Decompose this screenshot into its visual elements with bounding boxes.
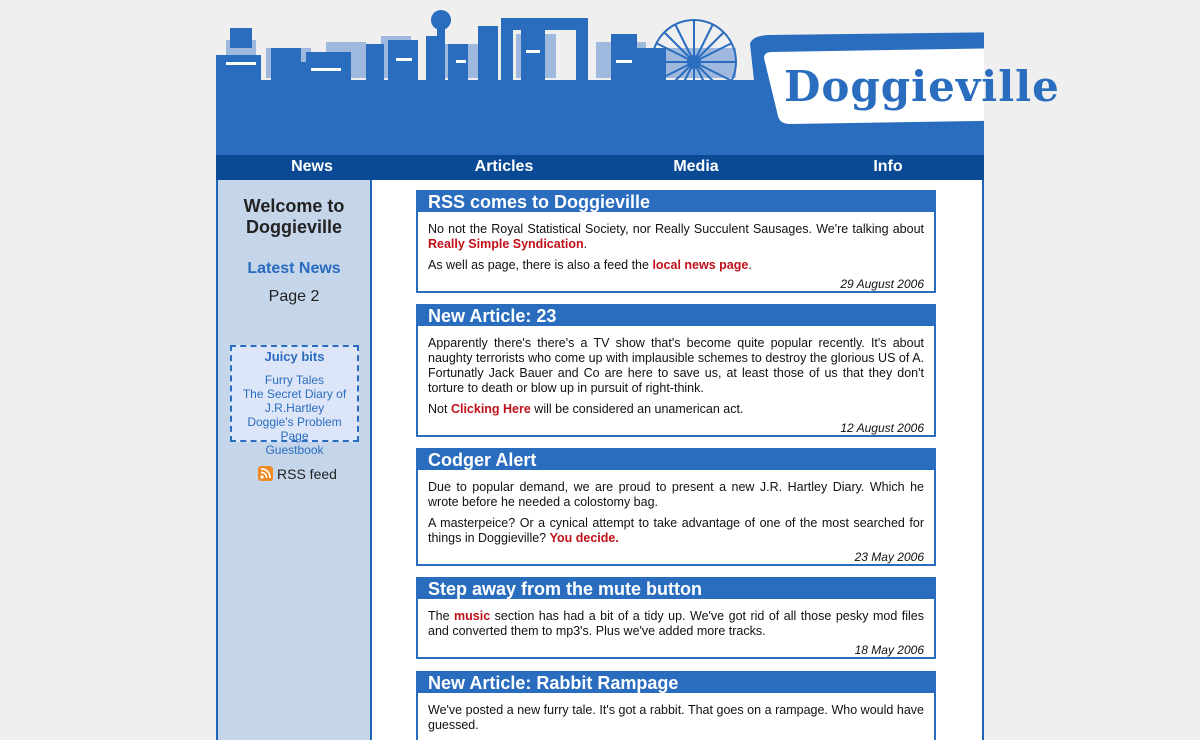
link-you-decide[interactable]: You decide.	[549, 531, 619, 545]
rss-icon	[258, 466, 273, 484]
nav-news[interactable]: News	[291, 158, 333, 175]
site-banner	[216, 0, 1060, 155]
post-text: section has had a bit of a tidy up. We've got rid of all those pesky mod files and converted them to mp3's. Plus we've added more tracks.	[428, 609, 924, 638]
nav-media[interactable]: Media	[673, 158, 719, 175]
main-content	[372, 180, 984, 740]
link-clicking-here[interactable]: Clicking Here	[450, 402, 531, 416]
sidebar	[216, 180, 372, 740]
post-date: 18 May 2006	[854, 643, 924, 657]
link-secret-diary[interactable]: The Secret Diary of J.R.Hartley	[242, 387, 347, 415]
post-text: Apparently there's there's a TV show that's become quite popular recently. It's about naughty terrorists who come up with implausible schemes to destroy the glorious US of A. Fortunatly Jack Bauer and Co are here to save us, at least those of us that they don't torture to death or blow up in pursuit of right-think.	[428, 336, 924, 395]
post-date: 29 August 2006	[840, 277, 924, 291]
post-title: New Article: Rabbit Rampage	[418, 673, 934, 693]
news-post	[416, 448, 936, 566]
rss-feed-link[interactable]	[258, 466, 337, 484]
post-title: RSS comes to Doggieville	[418, 192, 934, 212]
main-nav	[216, 155, 984, 180]
page-indicator: Page 2	[268, 288, 320, 305]
nav-info[interactable]: Info	[873, 158, 903, 175]
latest-news-heading: Latest News	[247, 260, 341, 277]
post-text: The	[428, 609, 455, 623]
link-guestbook[interactable]: Guestbook	[265, 443, 324, 457]
site-container	[216, 0, 1060, 740]
link-music[interactable]: music	[454, 609, 491, 623]
post-text: Due to popular demand, we are proud to present a new J.R. Hartley Diary. Which he wrote before he needed a colostomy bag.	[428, 480, 924, 509]
nav-articles[interactable]: Articles	[474, 158, 534, 175]
post-date: 12 August 2006	[840, 421, 924, 435]
news-post	[416, 190, 936, 293]
post-text: We've posted a new furry tale. It's got a rabbit. That goes on a rampage. Who would have guessed.	[428, 703, 924, 732]
post-title: Codger Alert	[418, 450, 934, 470]
news-post	[416, 304, 936, 437]
juicy-bits-box	[230, 345, 359, 457]
post-text: As well as page, there is also a feed the	[428, 258, 653, 272]
post-title: Step away from the mute button	[418, 579, 934, 599]
welcome-heading: Welcome to Doggieville	[243, 196, 345, 237]
post-text: .	[583, 237, 588, 251]
link-furry-tales[interactable]: Furry Tales	[264, 373, 325, 387]
post-text: A masterpeice? Or a cynical attempt to take advantage of one of the most searched for things in Doggieville?	[428, 516, 924, 545]
juicy-bits-title: Juicy bits	[264, 349, 325, 364]
post-title: New Article: 23	[418, 306, 934, 326]
post-text: will be considered an unamerican act.	[530, 402, 744, 416]
post-text: .	[748, 258, 752, 272]
rss-feed-label: RSS feed	[277, 466, 337, 482]
post-date: 23 May 2006	[854, 550, 924, 564]
link-really-simple-syndication[interactable]: Really Simple Syndication	[428, 237, 584, 251]
post-text: Not	[428, 402, 451, 416]
news-post	[416, 671, 936, 740]
post-text: No not the Royal Statistical Society, nor Really Succulent Sausages. We're talking about	[428, 222, 924, 236]
site-logo[interactable]: Doggieville	[784, 62, 1060, 111]
link-local-news-page[interactable]: local news page	[652, 258, 749, 272]
news-post	[416, 577, 936, 659]
link-problem-page[interactable]: Doggie's Problem Page	[247, 415, 342, 443]
